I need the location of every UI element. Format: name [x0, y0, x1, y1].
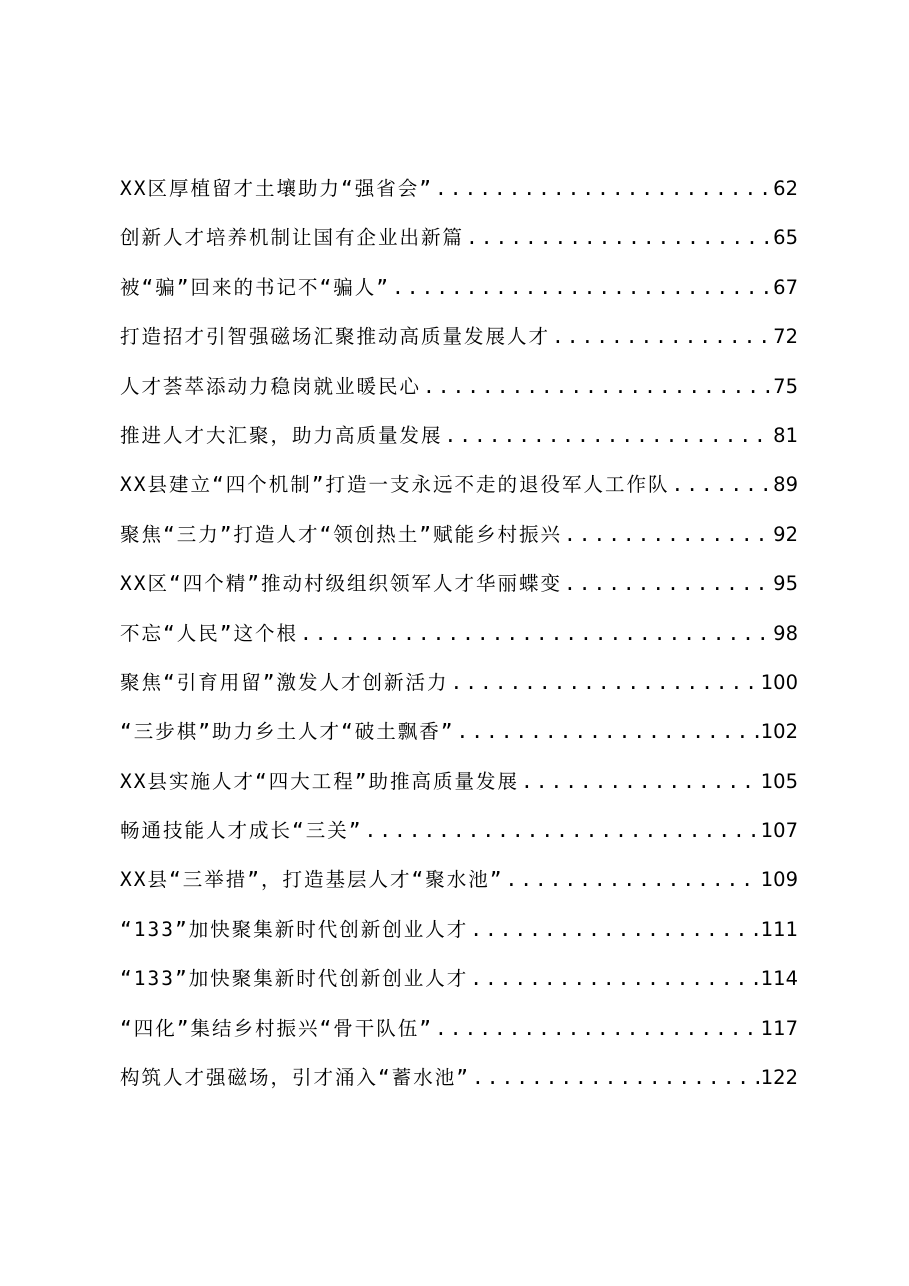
toc-dot-leader: [392, 263, 771, 312]
toc-entry[interactable]: [120, 954, 798, 1003]
toc-dot-leader: [435, 164, 771, 213]
toc-dot-leader: [564, 510, 771, 559]
toc-entry-title: 聚焦“引育用留”激发人才创新活力: [120, 670, 449, 694]
toc-entry-page: 65: [773, 226, 798, 250]
toc-entry-page: 72: [773, 325, 798, 349]
toc-entry[interactable]: [120, 164, 798, 213]
toc-entry-title: 畅通技能人才成长“三关”: [120, 819, 363, 843]
toc-entry-page: 67: [773, 275, 798, 299]
toc-entry-page: 105: [760, 769, 798, 793]
toc-entry-title: 不忘“人民”这个根: [120, 621, 298, 645]
toc-dot-leader: [364, 806, 758, 855]
toc-dot-leader: [505, 855, 758, 904]
toc-entry[interactable]: [120, 806, 798, 855]
toc-entry[interactable]: [120, 757, 798, 806]
toc-dot-leader: [435, 1004, 759, 1053]
toc-entry[interactable]: [120, 905, 798, 954]
toc-dot-leader: [552, 312, 771, 361]
toc-dot-leader: [300, 609, 771, 658]
toc-entry-title: “四化”集结乡村振兴“骨干队伍”: [120, 1016, 433, 1040]
toc-entry-page: 114: [760, 967, 798, 991]
toc-entry-page: 100: [760, 670, 798, 694]
toc-entry-title: XX区厚植留才土壤助力“强省会”: [120, 177, 433, 200]
toc-entry-page: 98: [773, 621, 798, 645]
toc-entry[interactable]: [120, 460, 798, 509]
toc-dot-leader: [445, 411, 772, 460]
toc-dot-leader: [423, 362, 771, 411]
toc-entry-page: 81: [773, 423, 798, 447]
toc-entry-page: 122: [760, 1066, 798, 1090]
toc-entry-page: 75: [773, 374, 798, 398]
toc-entry[interactable]: [120, 559, 798, 608]
toc-entry[interactable]: [120, 213, 798, 262]
toc-entry[interactable]: [120, 312, 798, 361]
table-of-contents: [120, 164, 798, 1102]
toc-entry-page: 89: [773, 473, 798, 497]
toc-entry-page: 111: [760, 917, 798, 941]
toc-dot-leader: [470, 954, 759, 1003]
toc-entry-title: 推进人才大汇聚，助力高质量发展: [120, 423, 443, 447]
toc-entry-title: 打造招才引智强磁场汇聚推动高质量发展人才: [120, 325, 551, 349]
toc-entry[interactable]: [120, 707, 798, 756]
toc-dot-leader: [671, 460, 771, 509]
toc-entry-title: “133”加快聚集新时代创新创业人才: [120, 917, 469, 941]
toc-entry-title: XX县建立“四个机制”打造一支永远不走的退役军人工作队: [120, 473, 670, 497]
toc-entry-page: 117: [760, 1016, 798, 1040]
toc-dot-leader: [450, 658, 758, 707]
toc-entry-title: 人才荟萃添动力稳岗就业暖民心: [120, 374, 422, 398]
toc-entry-title: XX县“三举措”，打造基层人才“聚水池”: [120, 868, 504, 892]
toc-entry-page: 109: [760, 868, 798, 892]
toc-entry-title: 创新人才培养机制让国有企业出新篇: [120, 226, 465, 250]
toc-entry[interactable]: [120, 510, 798, 559]
toc-entry-page: 102: [760, 720, 798, 744]
toc-entry[interactable]: [120, 855, 798, 904]
toc-dot-leader: [564, 559, 771, 608]
toc-entry[interactable]: [120, 263, 798, 312]
toc-entry-title: “三步棋”助力乡土人才“破土飘香”: [120, 720, 455, 744]
toc-entry-title: 构筑人才强磁场，引才涌入“蓄水池”: [120, 1066, 470, 1090]
toc-dot-leader: [521, 757, 759, 806]
toc-entry-title: XX区“四个精”推动村级组织领军人才华丽蝶变: [120, 572, 562, 596]
toc-entry-page: 95: [773, 572, 798, 596]
toc-entry-page: 92: [773, 522, 798, 546]
toc-entry[interactable]: [120, 658, 798, 707]
toc-dot-leader: [470, 905, 759, 954]
toc-entry[interactable]: [120, 1004, 798, 1053]
toc-entry[interactable]: [120, 1053, 798, 1102]
toc-dot-leader: [466, 213, 771, 262]
toc-entry-page: 62: [773, 177, 798, 200]
toc-entry-title: “133”加快聚集新时代创新创业人才: [120, 967, 469, 991]
toc-entry-title: 被“骗”回来的书记不“骗人”: [120, 275, 390, 299]
toc-entry-title: XX县实施人才“四大工程”助推高质量发展: [120, 769, 519, 793]
toc-entry[interactable]: [120, 362, 798, 411]
toc-entry-title: 聚焦“三力”打造人才“领创热土”赋能乡村振兴: [120, 522, 562, 546]
toc-entry-page: 107: [760, 819, 798, 843]
toc-entry[interactable]: [120, 609, 798, 658]
toc-entry[interactable]: [120, 411, 798, 460]
toc-dot-leader: [472, 1053, 759, 1102]
toc-dot-leader: [456, 707, 758, 756]
